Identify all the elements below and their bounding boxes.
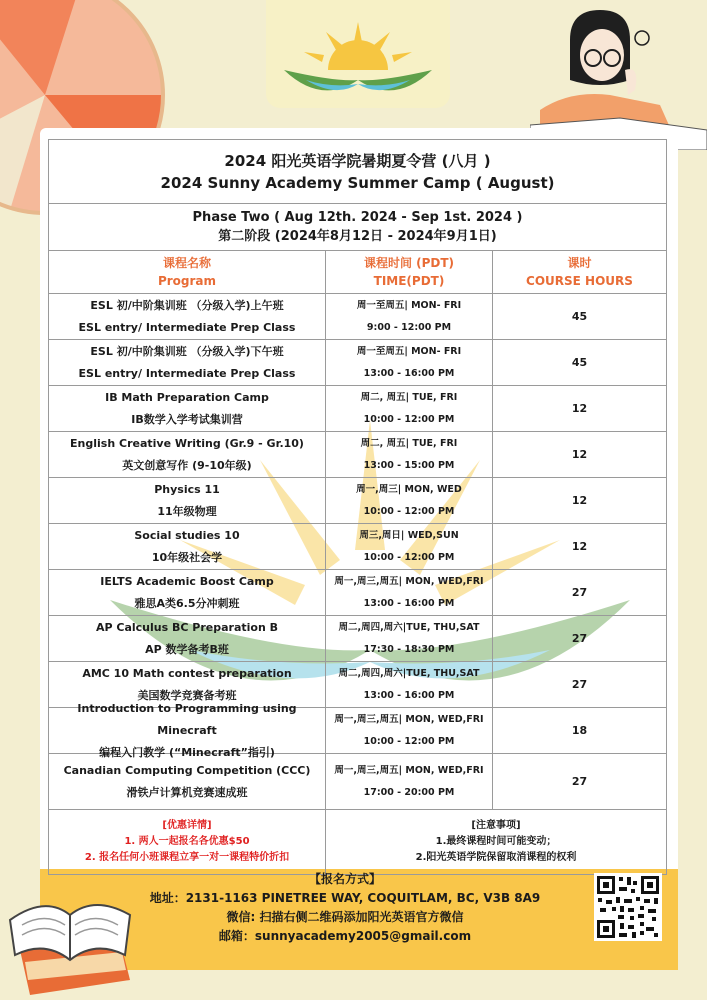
course-name: AP Calculus BC Preparation B AP 数学备考B班 [49, 616, 326, 661]
notes-row [49, 810, 666, 874]
discount-details: [优惠详情] 1. 两人一起报名各优惠$50 2. 报名任何小班课程立享一对一课程特价折扣 [49, 810, 326, 874]
books-icon [0, 880, 140, 1000]
course-time: 周二,周四,周六|TUE, THU,SAT 13:00 - 16:00 PM [326, 662, 493, 707]
course-name: English Creative Writing (Gr.9 - Gr.10) 英文创意写作 (9-10年级) [49, 432, 326, 477]
schedule-table [48, 139, 667, 875]
course-time: 周二, 周五| TUE, FRI 10:00 - 12:00 PM [326, 386, 493, 431]
course-time: 周二,周四,周六|TUE, THU,SAT 17:30 - 18:30 PM [326, 616, 493, 661]
course-name: Canadian Computing Competition (CCC) 滑铁卢计算机竞赛速成班 [49, 754, 326, 809]
course-hours: 27 [571, 586, 588, 599]
sun-logo-icon [276, 10, 440, 100]
table-row [49, 524, 666, 570]
table-row [49, 386, 666, 432]
phase-block [49, 204, 666, 251]
course-hours: 18 [571, 724, 588, 737]
course-time: 周一至周五| MON- FRI 9:00 - 12:00 PM [326, 294, 493, 339]
title-en: 2024 Sunny Academy Summer Camp ( August) [160, 173, 555, 192]
course-hours: 12 [571, 540, 588, 553]
table-row [49, 432, 666, 478]
table-row [49, 478, 666, 524]
qr-code-icon [594, 873, 662, 941]
phase-zh: 第二阶段 (2024年8月12日 - 2024年9月1日) [218, 229, 497, 244]
table-row [49, 570, 666, 616]
course-time: 周一,周三| MON, WED 10:00 - 12:00 PM [326, 478, 493, 523]
course-time: 周二, 周五| TUE, FRI 13:00 - 15:00 PM [326, 432, 493, 477]
header-program: 课程名称 Program [49, 251, 326, 293]
course-time: 周三,周日| WED,SUN 10:00 - 12:00 PM [326, 524, 493, 569]
table-row [49, 340, 666, 386]
course-name: ESL 初/中阶集训班 （分级入学)上午班 ESL entry/ Intermediate Prep Class [49, 294, 326, 339]
course-name: IB Math Preparation Camp IB数学入学考试集训营 [49, 386, 326, 431]
course-time: 周一至周五| MON- FRI 13:00 - 16:00 PM [326, 340, 493, 385]
notice-details: [注意事项] 1.最终课程时间可能变动； 2.阳光英语学院保留取消课程的权利 [415, 820, 577, 863]
registration-info [130, 870, 560, 946]
course-hours: 12 [571, 494, 588, 507]
title-zh: 2024 阳光英语学院暑期夏令营 (八月 ) [224, 151, 491, 170]
course-hours: 27 [571, 775, 588, 788]
course-hours: 12 [571, 402, 588, 415]
course-time: 周一,周三,周五| MON, WED,FRI 10:00 - 12:00 PM [326, 708, 493, 753]
course-hours: 27 [571, 678, 588, 691]
table-row [49, 701, 666, 759]
phase-en: Phase Two ( Aug 12th. 2024 - Sep 1st. 2024 ) [192, 210, 523, 225]
course-name: Social studies 10 10年级社会学 [49, 524, 326, 569]
table-header-row [49, 251, 666, 294]
course-name: ESL 初/中阶集训班 （分级入学)下午班 ESL entry/ Intermediate Prep Class [49, 340, 326, 385]
registration-wechat: 微信: 扫描右侧二维码添加阳光英语官方微信 [226, 910, 464, 924]
course-time: 周一,周三,周五| MON, WED,FRI 17:00 - 20:00 PM [326, 754, 493, 809]
header-hours: 课时 COURSE HOURS [526, 256, 633, 288]
course-name: IELTS Academic Boost Camp 雅思A类6.5分冲刺班 [49, 570, 326, 615]
course-hours: 45 [571, 310, 588, 323]
course-name: AMC 10 Math contest preparation 美国数学竞赛备考班 [49, 662, 326, 707]
registration-address: 地址：2131-1163 PINETREE WAY, COQUITLAM, BC, V3B 8A9 [149, 891, 541, 905]
course-hours: 27 [571, 632, 588, 645]
table-row [49, 616, 666, 662]
course-hours: 12 [571, 448, 588, 461]
course-time: 周一,周三,周五| MON, WED,FRI 13:00 - 16:00 PM [326, 570, 493, 615]
course-name: Introduction to Programming using Minecraft 编程入门教学 (“Minecraft”指引) [49, 708, 326, 753]
course-hours: 45 [571, 356, 588, 369]
title-block [49, 140, 666, 204]
registration-title: 【报名方式】 [308, 872, 381, 886]
course-name: Physics 11 11年级物理 [49, 478, 326, 523]
registration-email: 邮箱：sunnyacademy2005@gmail.com [218, 929, 472, 943]
table-row [49, 754, 666, 810]
table-row [49, 294, 666, 340]
header-time: 课程时间 (PDT) TIME(PDT) [326, 251, 493, 293]
